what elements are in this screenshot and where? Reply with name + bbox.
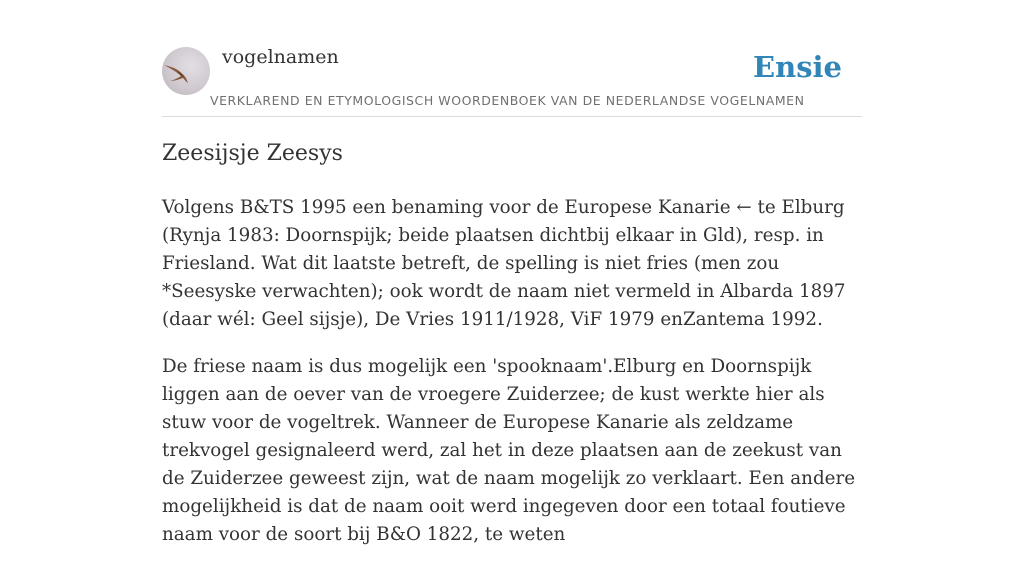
- site-subtitle: VERKLAREND EN ETYMOLOGISCH WOORDENBOEK VAN DE NEDERLANDSE VOGELNAMEN: [210, 93, 805, 108]
- ensie-logo-link[interactable]: Ensie: [753, 50, 842, 84]
- entry-paragraph-2: De friese naam is dus mogelijk een 'spooknaam'.Elburg en Doornspijk liggen aan de oever van de vroegere Zuiderzee; de kust werkte hier als stuw voor de vogeltrek. Wanneer de Europese Kanarie als zeldzame trekvogel gesignaleerd werd, zal het in deze plaatsen aan de zeekust van de Zuiderzee geweest zijn, wat de naam mogelijk zo verklaart. Een andere mogelijkheid is dat de naam ooit werd ingegeven door een totaal foutieve naam voor de soort bij B&O 1822, te weten: [162, 356, 856, 545]
- bird-photo-icon: [162, 47, 210, 95]
- site-header: [162, 0, 862, 117]
- site-name-link[interactable]: vogelnamen: [222, 46, 339, 68]
- page-title: Zeesijsje Zeesys: [162, 141, 343, 166]
- avatar[interactable]: [162, 47, 210, 95]
- entry-paragraph-1: Volgens B&TS 1995 een benaming voor de Europese Kanarie ← te Elburg (Rynja 1983: Doornspijk; beide plaatsen dichtbij elkaar in Gld), resp. in Friesland. Wat dit laatste betreft, de spelling is niet fries (men zou *Seesyske verwachten); ook wordt de naam niet vermeld in Albarda 1897 (daar wél: Geel sijsje), De Vries 1911/1928, ViF 1979 enZantema 1992.: [162, 197, 846, 330]
- entry-content: [162, 138, 862, 568]
